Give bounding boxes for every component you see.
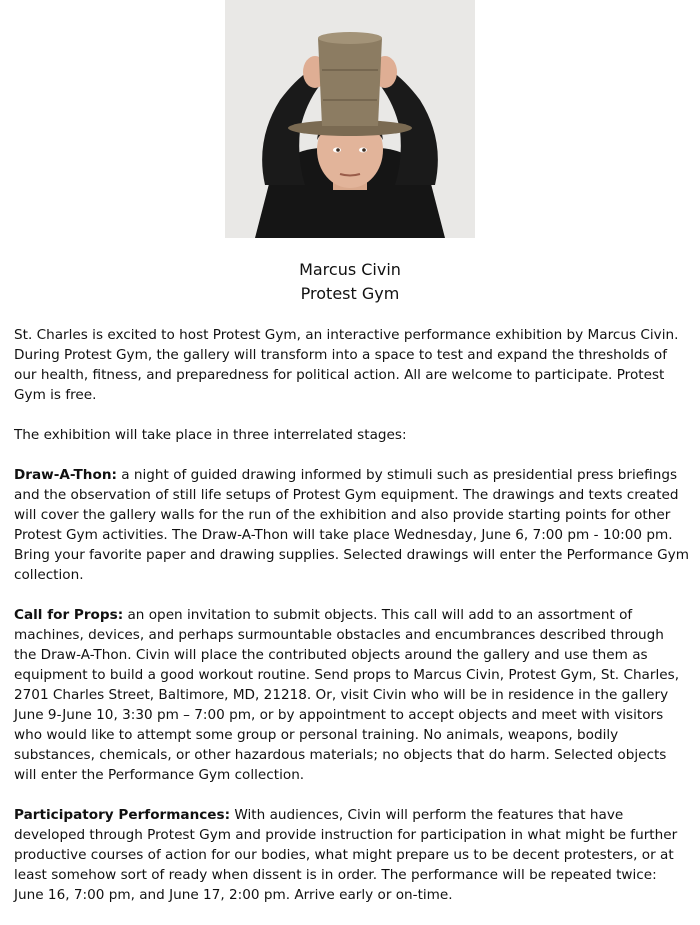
stage-text: an open invitation to submit objects. This call will add to an assortment of machines, devices, and perhaps surmountable obstacles and encumbrances described through the Draw-A-Thon. Civin will place the contributed objects around the gallery and use them as equipment to build a good workout routine. Send props to Marcus Civin, Protest Gym, St. Charles, 2701 Charles Street, Baltimore, MD, 21218. Or, visit Civin who will be in residence in the gallery June 9-June 10, 3:30 pm – 7:00 pm, or by appointment to accept objects and meet with visitors who would like to attempt some group or personal training. No animals, weapons, bodily substances, chemicals, or other hazardous materials; no objects that do harm. Selected objects will enter the Performance Gym collection. <box>14 607 680 783</box>
stage-label: Participatory Performances: <box>14 807 231 823</box>
stage-label: Draw-A-Thon: <box>14 467 117 483</box>
stage-label: Call for Props: <box>14 607 124 623</box>
stage-draw-a-thon <box>14 465 690 585</box>
artist-name: Marcus Civin <box>299 260 401 279</box>
stage-call-for-props <box>14 605 690 785</box>
exhibition-title: Protest Gym <box>300 284 400 303</box>
stage-text: a night of guided drawing informed by stimuli such as presidential press briefings and the observation of still life setups of Protest Gym equipment. The drawings and texts created will cover the gallery walls for the run of the exhibition and also provide starting points for other Protest Gym activities. The Draw-A-Thon will take place Wednesday, June 6, 7:00 pm - 10:00 pm. Bring your favorite paper and drawing supplies. Selected drawings will enter the Performance Gym collection. <box>14 467 689 583</box>
stage-participatory-performances <box>14 805 690 905</box>
portrait-photo <box>225 0 475 238</box>
stage-text: With audiences, Civin will perform the features that have developed through Protest Gym and provide instruction for participation in what might be further productive courses of action for our bodies, what might prepare us to be decent protesters, or at least somehow sort of ready when dissent is in order. The performance will be repeated twice: June 16, 7:00 pm, and June 17, 2:00 pm. Arrive early or on-time. <box>14 807 678 903</box>
article-body <box>14 325 690 925</box>
portrait-illustration <box>225 0 475 238</box>
intro-paragraph: St. Charles is excited to host Protest Gym, an interactive performance exhibition by Marcus Civin. During Protest Gym, the gallery will transform into a space to test and expand the thresholds of our health, fitness, and preparedness for political action. All are welcome to participate. Protest Gym is free. <box>14 327 679 403</box>
stages-intro-paragraph: The exhibition will take place in three interrelated stages: <box>14 427 407 443</box>
